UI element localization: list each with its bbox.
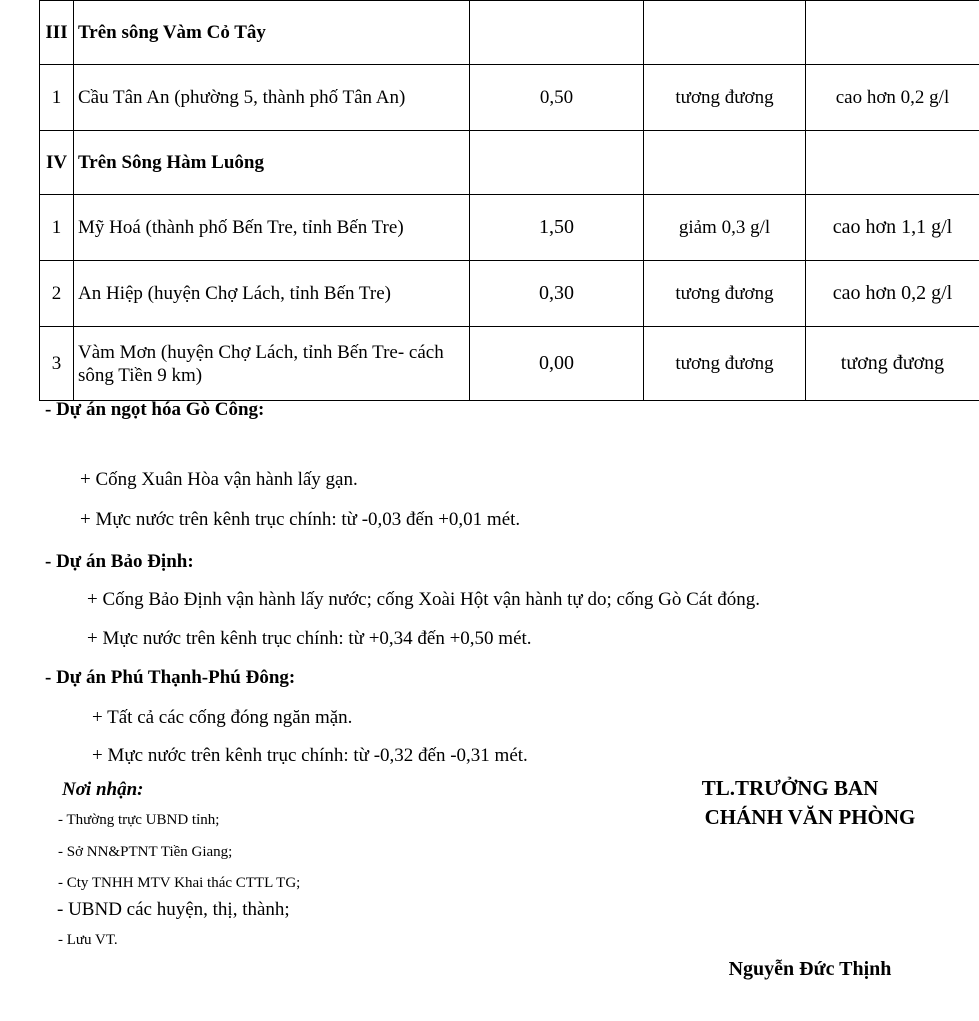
project-item: + Mực nước trên kênh trục chính: từ +0,34 đến +0,50 mét. — [87, 628, 532, 649]
project-item: + Cống Xuân Hòa vận hành lấy gạn. — [80, 469, 358, 490]
comparison-previous — [644, 1, 806, 65]
table-row-section — [40, 1, 979, 65]
table-row — [40, 65, 979, 131]
row-number: IV — [40, 131, 74, 195]
row-number: III — [40, 1, 74, 65]
comparison-previous: tương đương — [644, 327, 806, 401]
location-name: Trên sông Vàm Cỏ Tây — [74, 1, 470, 65]
comparison-average: cao hơn 1,1 g/l — [806, 195, 979, 261]
row-number: 1 — [40, 195, 74, 261]
table-row-section — [40, 131, 979, 195]
comparison-previous: giảm 0,3 g/l — [644, 195, 806, 261]
row-number: 1 — [40, 65, 74, 131]
project-item: + Mực nước trên kênh trục chính: từ -0,03 đến +0,01 mét. — [80, 509, 521, 530]
comparison-previous: tương đương — [644, 65, 806, 131]
row-number: 3 — [40, 327, 74, 401]
comparison-average — [806, 1, 979, 65]
location-name: Vàm Mơn (huyện Chợ Lách, tỉnh Bến Tre- cách sông Tiền 9 km) — [74, 327, 470, 401]
salinity-value: 0,00 — [470, 327, 644, 401]
recipient-item: - Lưu VT. — [58, 932, 118, 948]
comparison-average — [806, 131, 979, 195]
project-item: + Cống Bảo Định vận hành lấy nước; cống Xoài Hột vận hành tự do; cống Gò Cát đóng. — [87, 589, 761, 610]
location-name: An Hiệp (huyện Chợ Lách, tỉnh Bến Tre) — [74, 261, 470, 327]
signature-title: TL.TRƯỞNG BAN — [701, 776, 879, 800]
salinity-value: 1,50 — [470, 195, 644, 261]
signature-subtitle: CHÁNH VĂN PHÒNG — [704, 805, 916, 829]
project-heading-bao-dinh: - Dự án Bảo Định: — [45, 551, 194, 572]
comparison-average: cao hơn 0,2 g/l — [806, 261, 979, 327]
salinity-value: 0,30 — [470, 261, 644, 327]
comparison-previous: tương đương — [644, 261, 806, 327]
location-name: Cầu Tân An (phường 5, thành phố Tân An) — [74, 65, 470, 131]
salinity-value: 0,50 — [470, 65, 644, 131]
table-row — [40, 195, 979, 261]
recipient-item: - Thường trực UBND tỉnh; — [58, 812, 220, 828]
recipient-item: - UBND các huyện, thị, thành; — [57, 899, 290, 920]
salinity-value — [470, 1, 644, 65]
table-row — [40, 261, 979, 327]
project-item: + Tất cả các cống đóng ngăn mặn. — [92, 707, 353, 728]
comparison-average: tương đương — [806, 327, 979, 401]
comparison-average: cao hơn 0,2 g/l — [806, 65, 979, 131]
recipient-item: - Cty TNHH MTV Khai thác CTTL TG; — [58, 875, 301, 891]
project-heading-phu-thanh-phu-dong: - Dự án Phú Thạnh-Phú Đông: — [45, 667, 296, 688]
location-name: Trên Sông Hàm Luông — [74, 131, 470, 195]
location-name: Mỹ Hoá (thành phố Bến Tre, tỉnh Bến Tre) — [74, 195, 470, 261]
project-item: + Mực nước trên kênh trục chính: từ -0,32 đến -0,31 mét. — [92, 745, 528, 766]
salinity-value — [470, 131, 644, 195]
recipients-title: Nơi nhận: — [62, 779, 144, 800]
recipient-item: - Sở NN&PTNT Tiền Giang; — [58, 844, 233, 860]
table-row — [40, 327, 979, 401]
salinity-table — [39, 0, 979, 401]
project-heading-go-cong: - Dự án ngọt hóa Gò Công: — [45, 399, 265, 420]
row-number: 2 — [40, 261, 74, 327]
signatory-name: Nguyễn Đức Thịnh — [728, 958, 892, 980]
comparison-previous — [644, 131, 806, 195]
